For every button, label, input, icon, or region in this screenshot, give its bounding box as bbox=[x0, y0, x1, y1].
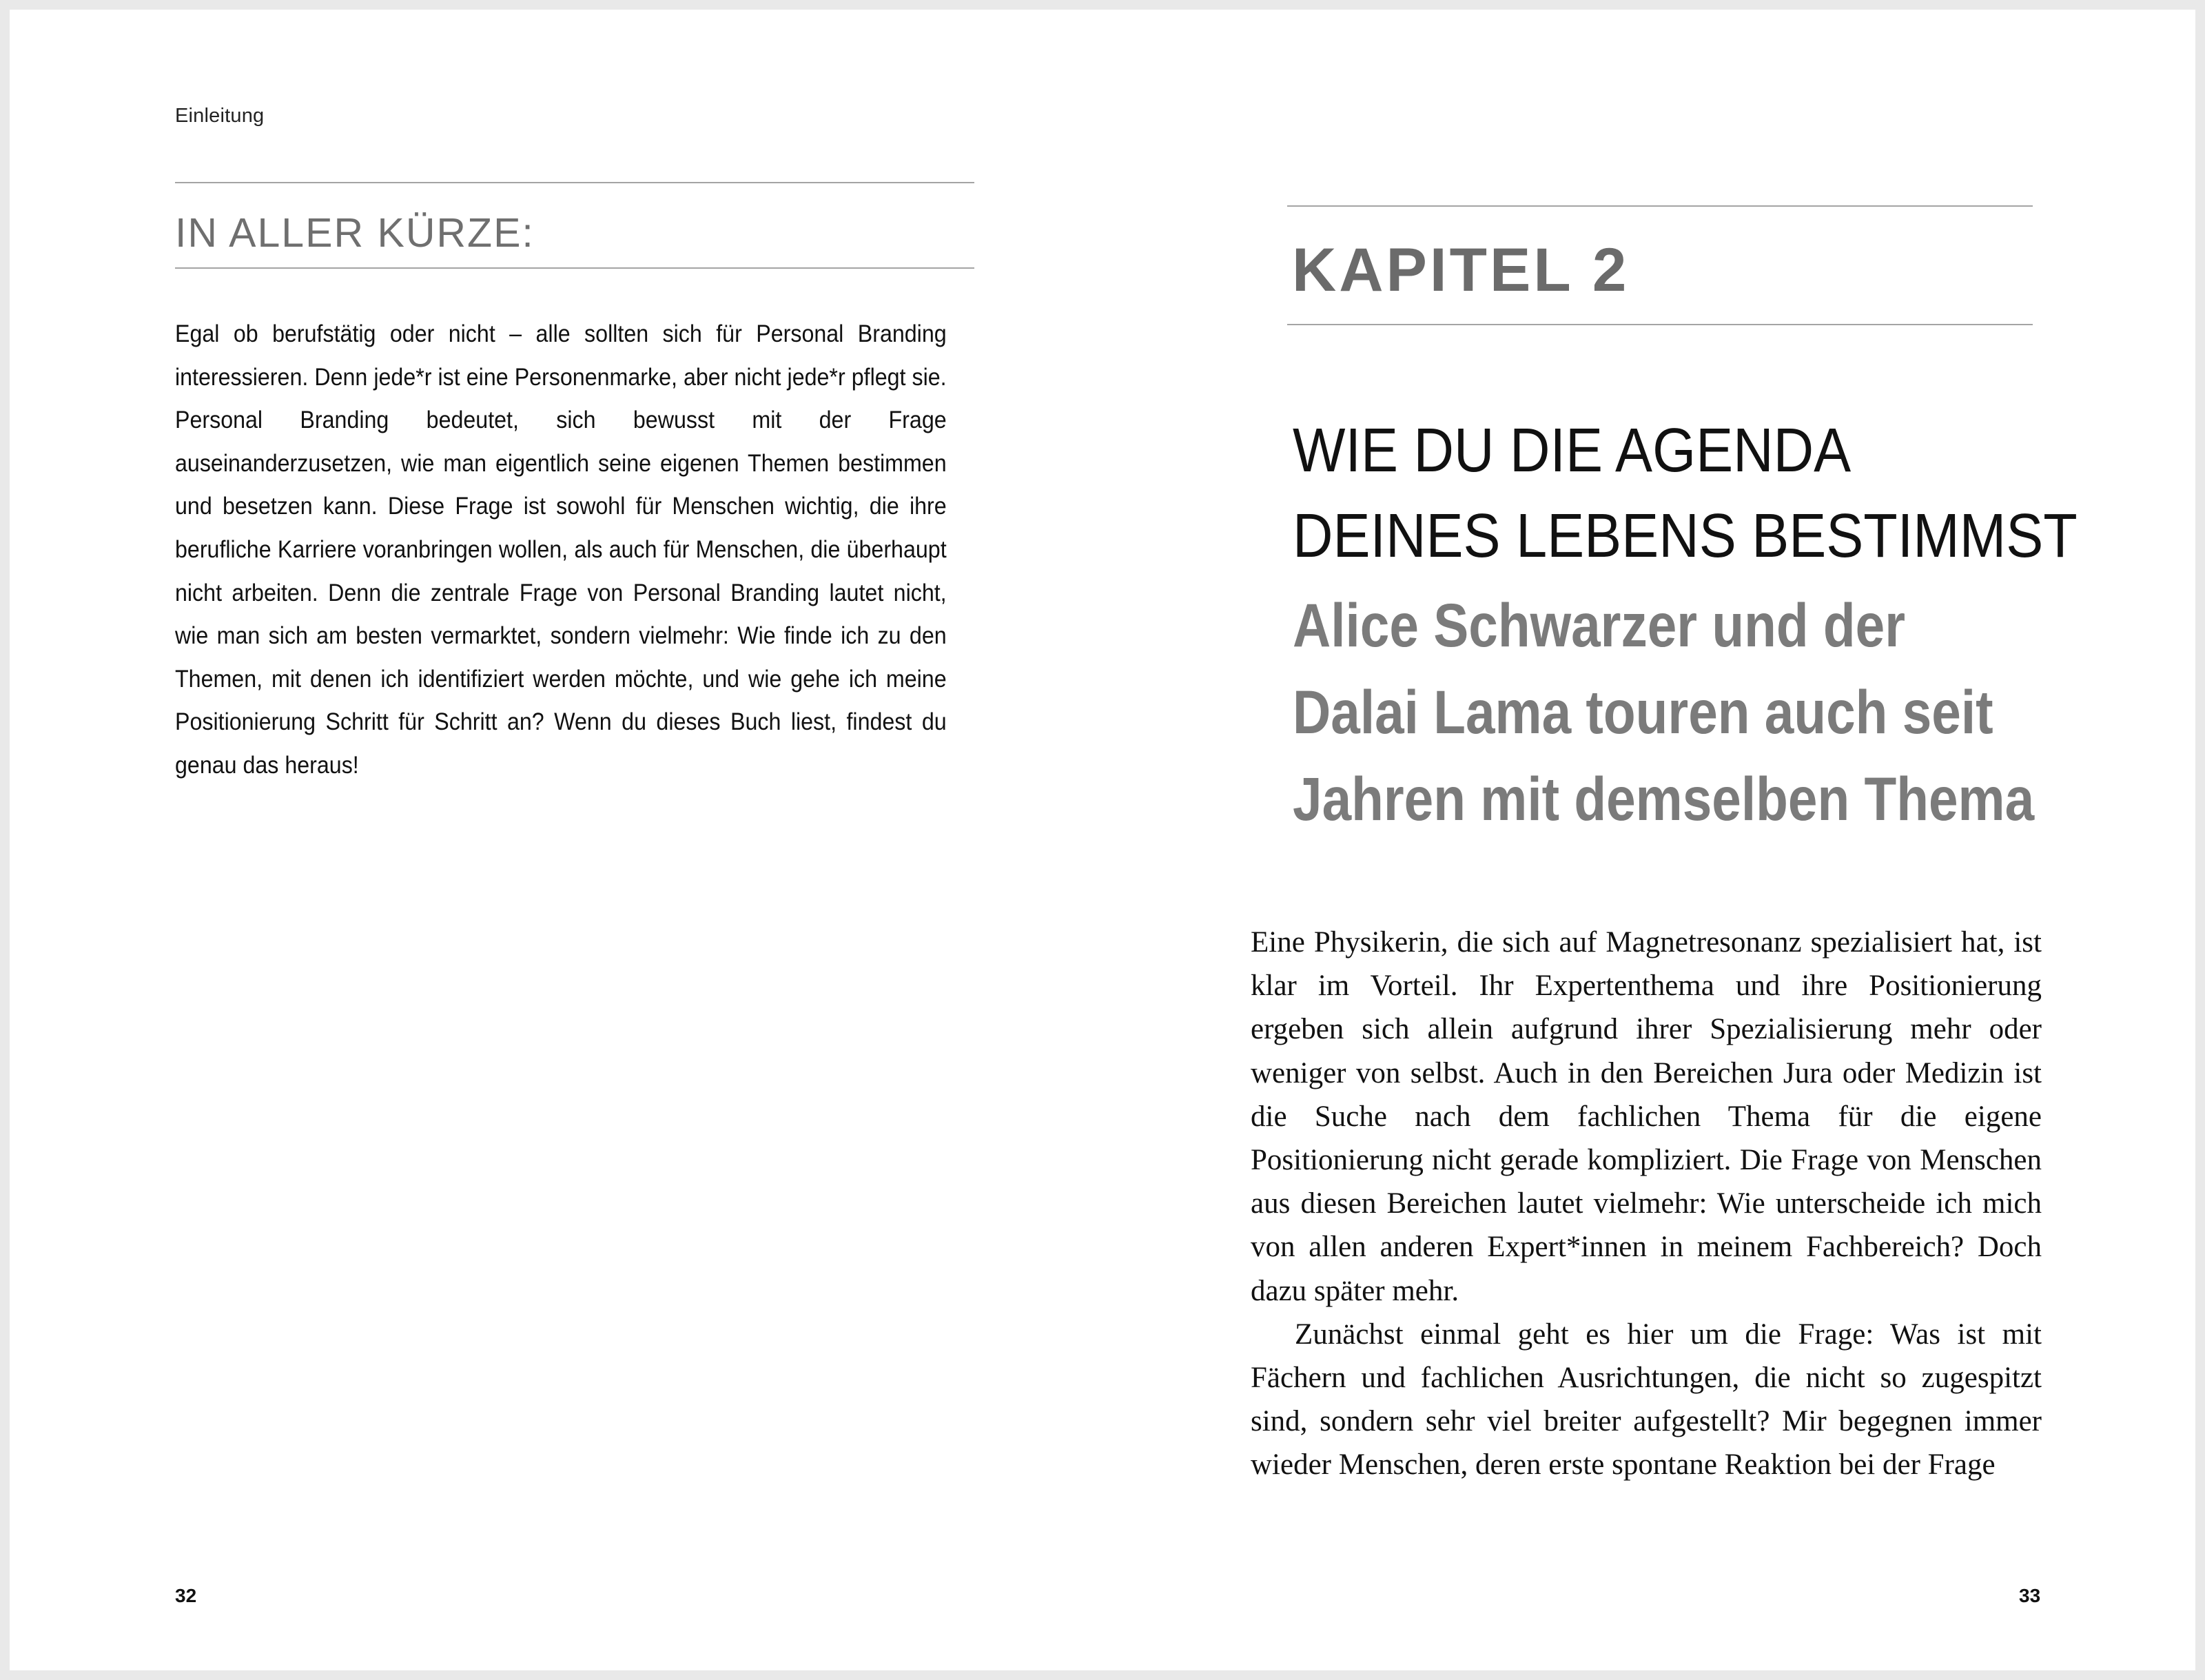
chapter-bottom-rule bbox=[1287, 324, 2033, 325]
chapter-subtitle-line: Alice Schwarzer und der bbox=[1293, 591, 1905, 659]
running-head: Einleitung bbox=[175, 105, 265, 127]
chapter-subtitle bbox=[1293, 582, 2034, 842]
chapter-subtitle-line: Jahren mit demselben Thema bbox=[1293, 764, 2035, 833]
summary-box-title: IN ALLER KÜRZE: bbox=[175, 210, 535, 256]
body-paragraph: Eine Physikerin, die sich auf Magnetresonanz spezialisiert hat, ist klar im Vorteil. Ihr Expertenthema und ihre Positionierung ergeben sich allein aufgrund ihrer Spezialisierung mehr oder weniger von selbst. Auch in den Bereichen Jura oder Medizin ist die Suche nach dem fachlichen Thema für die eigene Positionierung nicht gerade kompliziert. Die Frage von Menschen aus diesen Bereichen lautet vielmehr: Wie unterscheide ich mich von allen anderen Expert*innen in meinem Fachbereich? Doch dazu später mehr. bbox=[1251, 926, 2042, 1307]
chapter-top-rule bbox=[1287, 205, 2033, 207]
body-text bbox=[1251, 921, 2042, 1487]
chapter-title-line: DEINES LEBENS BESTIMMST bbox=[1293, 502, 2078, 571]
chapter-title-line: WIE DU DIE AGENDA bbox=[1293, 416, 1852, 485]
chapter-title bbox=[1293, 408, 2078, 579]
book-spread bbox=[10, 10, 2195, 1670]
box-top-rule bbox=[175, 182, 974, 183]
box-bottom-rule bbox=[175, 267, 974, 269]
right-page bbox=[1102, 10, 2195, 1670]
page-number-left: 32 bbox=[175, 1585, 197, 1606]
left-page bbox=[10, 10, 1102, 1670]
summary-text: Egal ob berufstätig oder nicht – alle sollten sich für Personal Branding interessieren. Denn jede*r ist eine Personenmarke, aber nicht jede*r pflegt sie. Personal Branding bedeutet, sich bewusst mit der Frage auseinanderzusetzen, wie man eigentlich seine eigenen Themen bestimmen und besetzen kann. Diese Frage ist sowohl für Menschen wichtig, die ihre berufliche Karriere voranbringen wollen, als auch für Menschen, die überhaupt nicht arbeiten. Denn die zentrale Frage von Personal Branding lautet nicht, wie man sich am besten vermarktet, sondern vielmehr: Wie finde ich zu den Themen, mit denen ich identifiziert werden möchte, und wie gehe ich meine Positionierung Schritt für Schritt an? Wenn du dieses Buch liest, findest du genau das heraus! bbox=[175, 320, 947, 779]
page-number-right: 33 bbox=[2019, 1585, 2041, 1606]
chapter-subtitle-line: Dalai Lama touren auch seit bbox=[1293, 677, 1993, 746]
body-paragraph: Zunächst einmal geht es hier um die Frage: Was ist mit Fächern und fachlichen Ausrichtungen, die nicht so zugespitzt sind, sondern sehr viel breiter aufgestellt? Mir begegnen immer wieder Menschen, deren erste spontane Reaktion bei der Frage bbox=[1251, 1318, 2042, 1482]
chapter-label: KAPITEL 2 bbox=[1292, 235, 1630, 304]
